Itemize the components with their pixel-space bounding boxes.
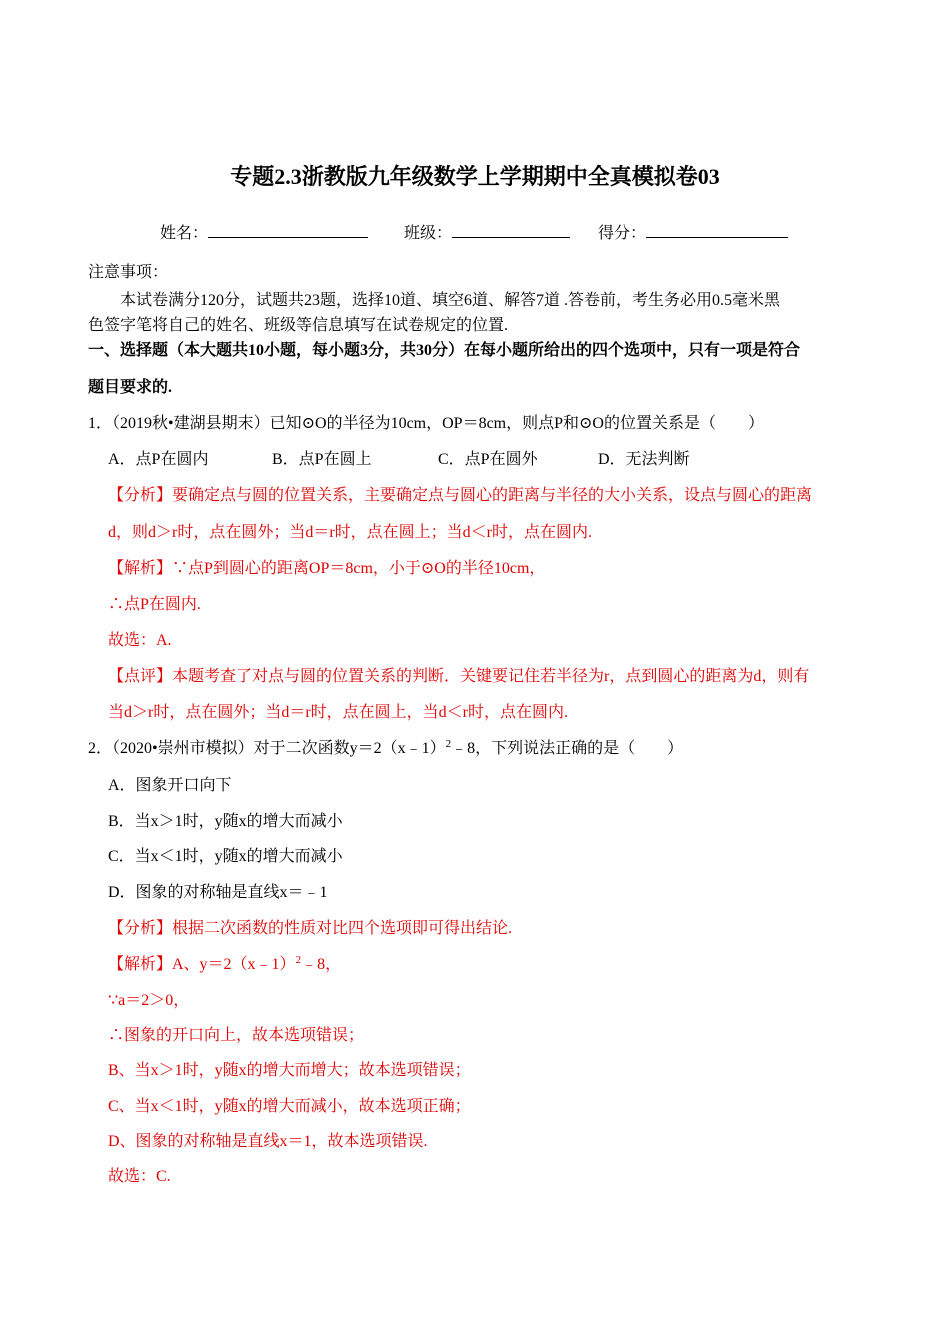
q2-solution-5: C、当x＜1时，y随x的增大而减小，故本选项正确； bbox=[108, 1098, 471, 1115]
name-field[interactable] bbox=[160, 220, 368, 243]
section-1-line-2: 题目要求的. bbox=[88, 379, 173, 396]
page-title: 专题2.3浙教版九年级数学上学期期中全真模拟卷03 bbox=[230, 164, 720, 189]
q2-option-a: A．图象开口向下 bbox=[108, 777, 232, 794]
score-field[interactable] bbox=[598, 220, 788, 243]
q2-stem-exponent: 2 bbox=[445, 738, 452, 750]
q1-analysis-2: d，则d＞r时，点在圆外；当d＝r时，点在圆上；当d＜r时，点在圆内. bbox=[108, 524, 592, 541]
q1-option-c: C．点P在圆外 bbox=[438, 451, 538, 468]
q2-analysis: 【分析】根据二次函数的性质对比四个选项即可得出结论. bbox=[108, 920, 513, 937]
q1-solution-1: 【解析】∵点P到圆心的距离OP＝8cm，小于⊙O的半径10cm， bbox=[108, 560, 546, 577]
class-label: 班级： bbox=[404, 225, 453, 242]
q2-solution-1-part-1: 【解析】A、y＝2（x﹣1） bbox=[108, 956, 296, 973]
q2-solution-3: ∴图象的开口向上，故本选项错误； bbox=[108, 1027, 365, 1044]
q1-option-b: B．点P在圆上 bbox=[272, 451, 372, 468]
notice-line-2: 色签字笔将自己的姓名、班级等信息填写在试卷规定的位置. bbox=[88, 317, 509, 334]
class-blank[interactable] bbox=[452, 223, 570, 238]
q2-answer: 故选：C. bbox=[108, 1168, 171, 1185]
class-field[interactable] bbox=[404, 220, 570, 243]
q1-solution-2: ∴点P在圆内. bbox=[108, 596, 201, 613]
q2-stem-part-2: ﹣8，下列说法正确的是（ ） bbox=[451, 740, 684, 757]
q2-solution-1 bbox=[108, 951, 341, 974]
q2-stem bbox=[88, 735, 683, 758]
q2-solution-2: ∵a＝2＞0， bbox=[108, 992, 190, 1009]
q1-comment-2: 当d＞r时，点在圆外；当d＝r时，点在圆上，当d＜r时，点在圆内. bbox=[108, 704, 568, 721]
q2-solution-1-part-2: ﹣8， bbox=[301, 956, 342, 973]
q2-option-b: B．当x＞1时，y随x的增大而减小 bbox=[108, 813, 343, 830]
q2-option-c: C．当x＜1时，y随x的增大而减小 bbox=[108, 848, 343, 865]
name-blank[interactable] bbox=[208, 223, 368, 238]
q2-solution-4: B、当x＞1时，y随x的增大而增大；故本选项错误； bbox=[108, 1062, 471, 1079]
q1-analysis-1: 【分析】要确定点与圆的位置关系，主要确定点与圆心的距离与半径的大小关系，设点与圆心的距离 bbox=[108, 487, 813, 504]
section-1-line-1: 一、选择题（本大题共10小题，每小题3分，共30分）在每小题所给出的四个选项中，只有一项是符合 bbox=[88, 342, 801, 359]
score-blank[interactable] bbox=[646, 223, 788, 238]
q2-solution-6: D、图象的对称轴是直线x＝1，故本选项错误. bbox=[108, 1133, 428, 1150]
q2-stem-part-1: 2．（2020•崇州市模拟）对于二次函数y＝2（x﹣1） bbox=[88, 740, 446, 757]
q1-answer: 故选：A. bbox=[108, 632, 172, 649]
q2-option-d: D．图象的对称轴是直线x＝﹣1 bbox=[108, 884, 328, 901]
name-label: 姓名： bbox=[160, 225, 209, 242]
notice-line-1: 本试卷满分120分，试题共23题，选择10道、填空6道、解答7道 .答卷前，考生务必用0.5毫米黑 bbox=[120, 292, 781, 309]
q1-comment-1: 【点评】本题考查了对点与圆的位置关系的判断．关键要记住若半径为r，点到圆心的距离为d，则有 bbox=[108, 668, 810, 685]
q1-option-d: D．无法判断 bbox=[598, 451, 690, 468]
q2-solution-1-exponent: 2 bbox=[295, 954, 302, 966]
score-label: 得分： bbox=[598, 225, 647, 242]
q1-stem: 1．（2019秋•建湖县期末）已知⊙O的半径为10cm，OP＝8cm，则点P和⊙O的位置关系是（ ） bbox=[88, 415, 764, 432]
notice-heading: 注意事项： bbox=[88, 264, 169, 281]
q1-option-a: A．点P在圆内 bbox=[108, 451, 209, 468]
